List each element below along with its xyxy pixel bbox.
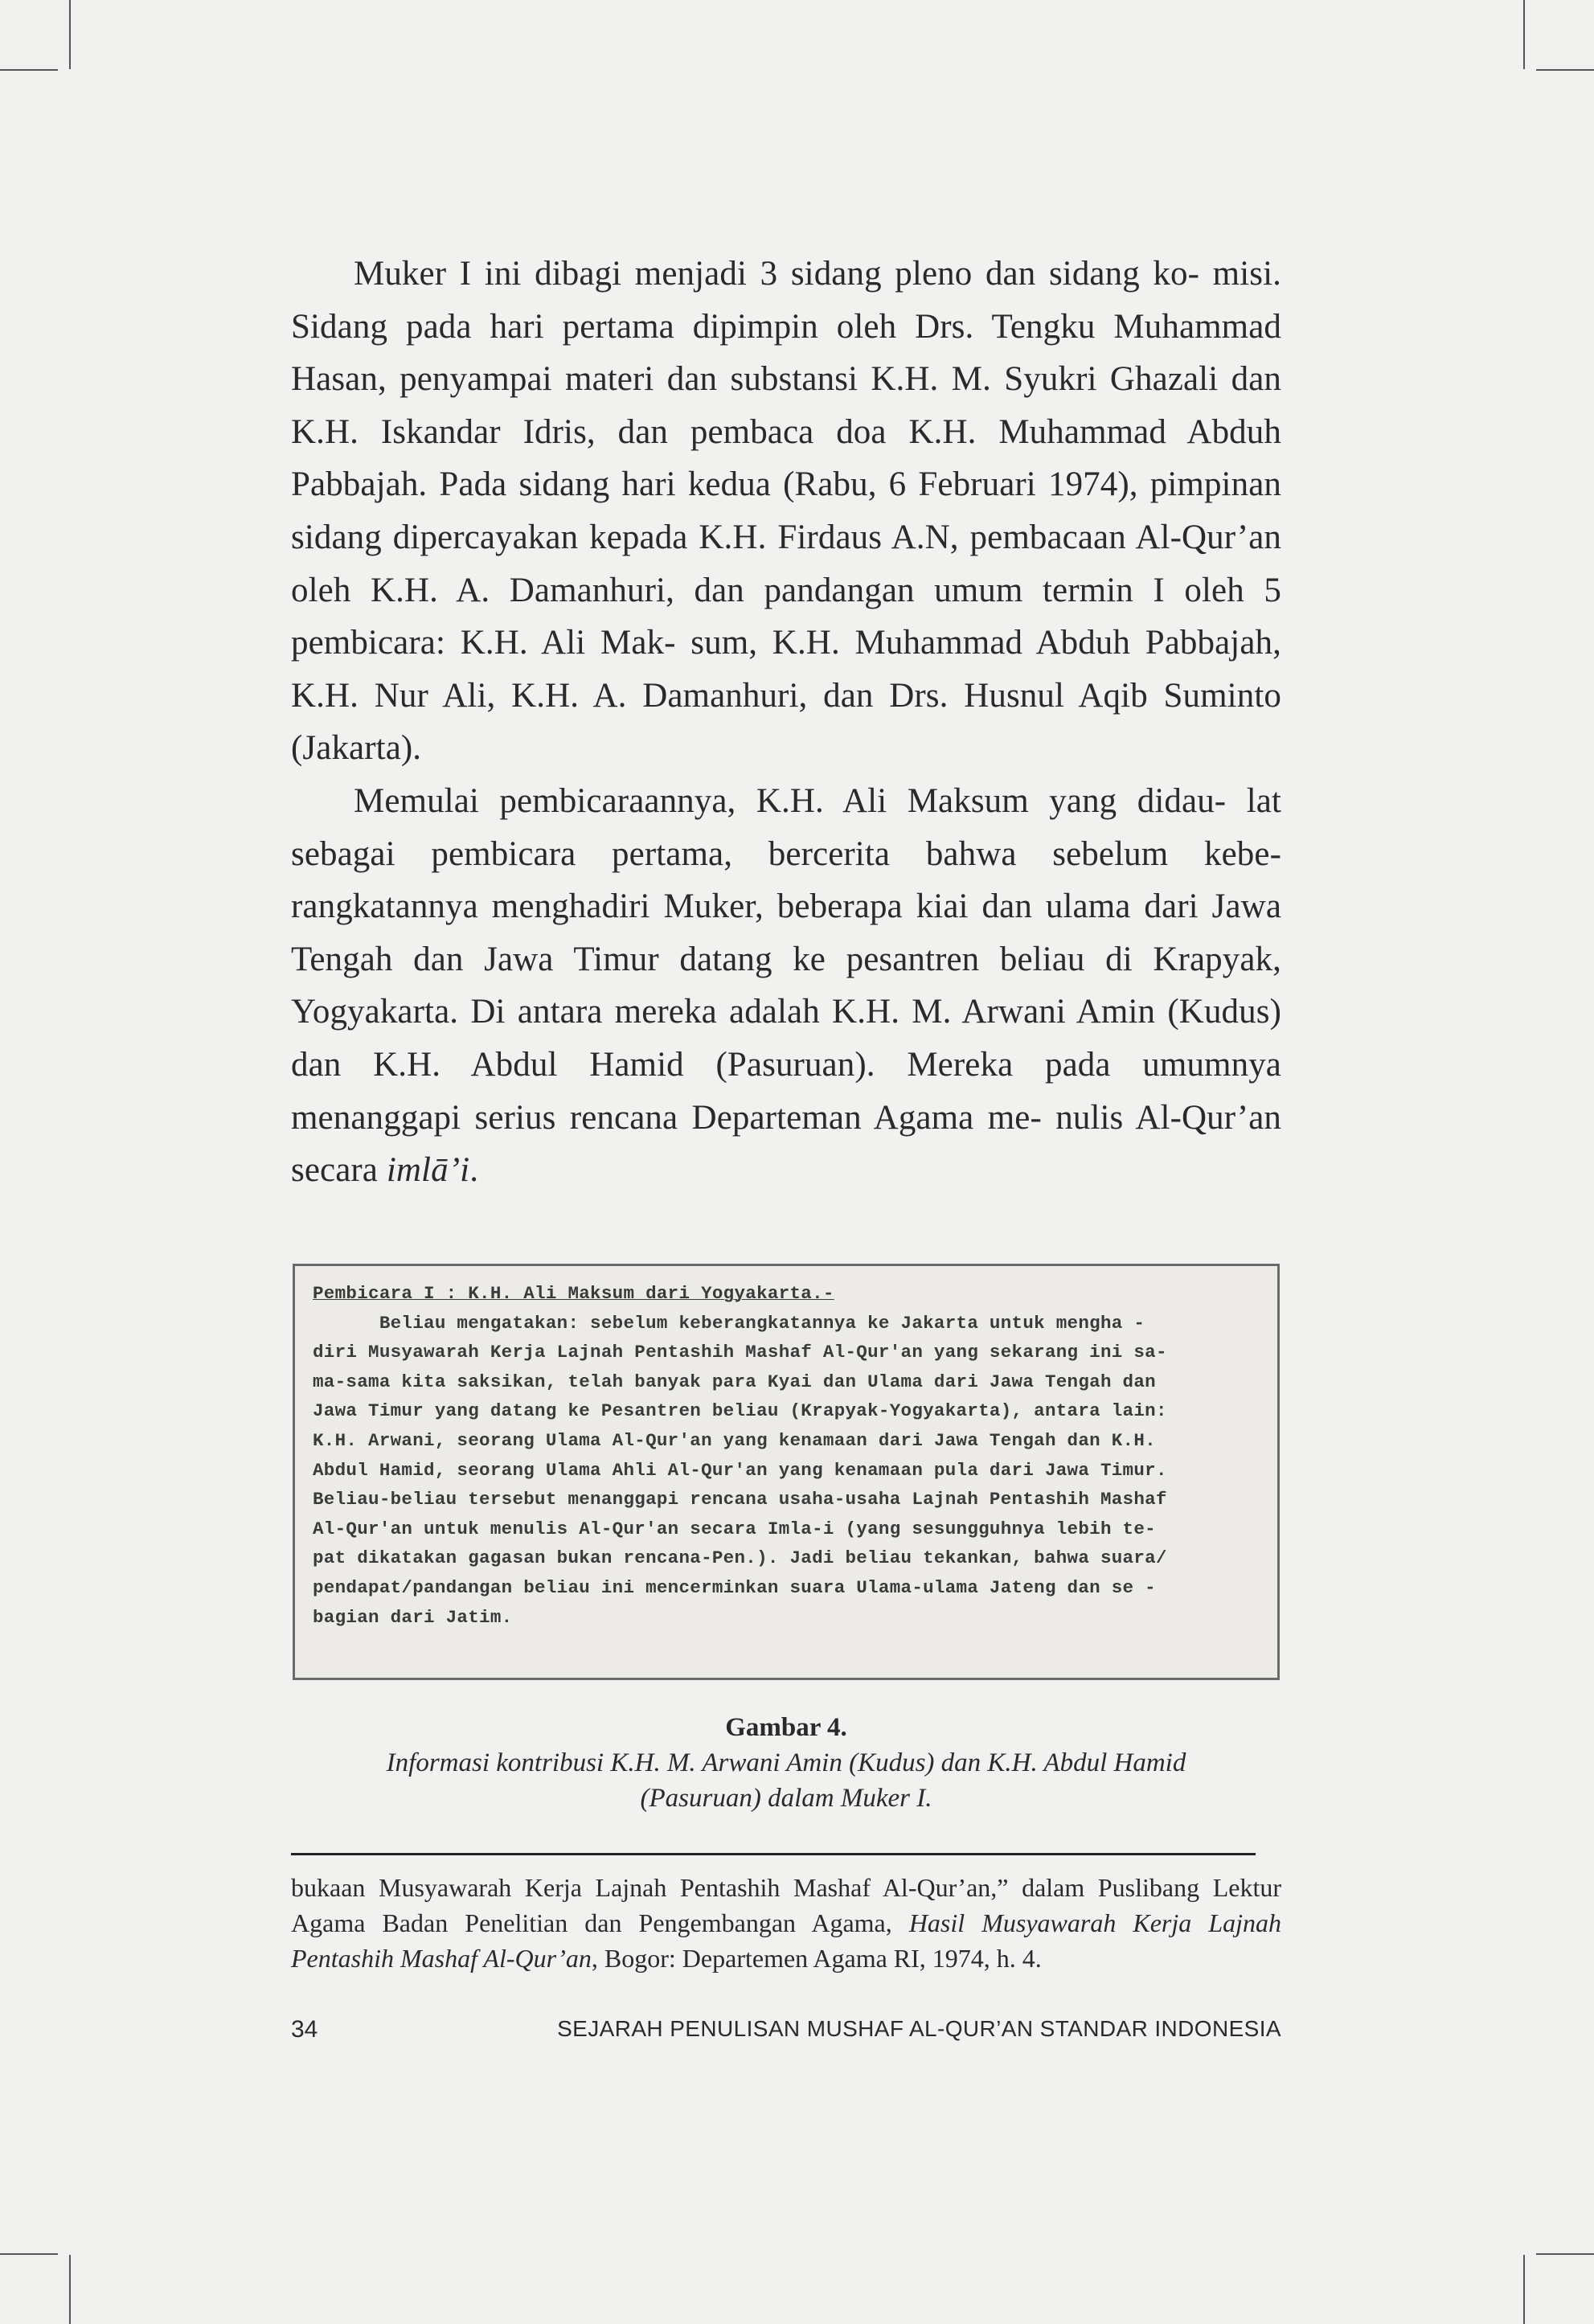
body-text	[291, 248, 1281, 1197]
text-line: misi. Sidang pada hari pertama dipimpin oleh Drs. Tengku	[291, 255, 1281, 346]
text-line: Krapyak, Yogyakarta. Di antara mereka adalah K.H. M. Arwani	[291, 940, 1281, 1031]
scan-line: Beliau-beliau tersebut menanggapi rencana usaha-usaha Lajnah Pentashih Mashaf	[313, 1489, 1167, 1510]
running-head: SEJARAH PENULISAN MUSHAF AL-QUR’AN STANDAR INDONESIA	[557, 2016, 1281, 2041]
crop-mark	[69, 2255, 71, 2324]
page-number: 34	[291, 2016, 318, 2043]
text-line: Muker I ini dibagi menjadi 3 sidang pleno dan sidang ko-	[354, 255, 1200, 293]
text-line: Firdaus A.N, pembacaan Al-Qur’an oleh K.H. A. Damanhuri,	[291, 518, 1281, 609]
text-line: Jawa Tengah dan Jawa Timur datang ke pesantren beliau di	[291, 887, 1281, 978]
crop-mark	[69, 0, 71, 69]
text-line: rangkatannya menghadiri Muker, beberapa kiai dan ulama dari	[291, 887, 1199, 926]
footnote-line: Lektur Agama Badan Penelitian dan Pengembangan Agama,	[291, 1873, 1282, 1937]
crop-mark	[1523, 0, 1525, 69]
footnote-line: bukaan Musyawarah Kerja Lajnah Pentashih Mashaf Al-Qur’an,” dalam Puslibang	[291, 1873, 1200, 1902]
caption-line: (Pasuruan) dalam Muker I.	[640, 1784, 932, 1813]
footnote	[291, 1870, 1281, 1976]
scan-line: diri Musyawarah Kerja Lajnah Pentashih Mashaf Al-Qur'an yang sekarang ini sa-	[313, 1342, 1167, 1363]
footnote-divider	[291, 1853, 1256, 1855]
scan-line: pat dikatakan gagasan bukan rencana-Pen.). Jadi beliau tekankan, bahwa suara/	[313, 1547, 1167, 1569]
text-line: dan pandangan umum termin I oleh 5 pembicara: K.H. Ali Mak-	[291, 571, 1281, 662]
scan-line: Beliau mengatakan: sebelum keberangkatannya ke Jakarta untuk mengha -	[313, 1312, 1145, 1334]
text-line: Amin (Kudus) dan K.H. Abdul Hamid (Pasuruan). Mereka pada	[291, 993, 1281, 1084]
text-line: nulis Al-Qur’an secara	[291, 1098, 1281, 1190]
crop-mark	[1536, 69, 1594, 71]
footnote-line: , Bogor: Departemen Agama RI, 1974, h. 4.	[591, 1944, 1042, 1973]
text-line: lat sebagai pembicara pertama, bercerita bahwa sebelum kebe-	[291, 781, 1281, 873]
text-line: Memulai pembicaraannya, K.H. Ali Maksum yang didau-	[354, 781, 1227, 820]
text-line: umumnya menanggapi serius rencana Departeman Agama me-	[291, 1045, 1281, 1137]
crop-mark	[1536, 2253, 1594, 2255]
scan-line: Abdul Hamid, seorang Ulama Ahli Al-Qur'an yang kenamaan pula dari Jawa Timur.	[313, 1459, 1167, 1481]
scan-line: Al-Qur'an untuk menulis Al-Qur'an secara Imla-i (yang sesungguhnya lebih te-	[313, 1518, 1156, 1539]
crop-mark	[0, 69, 58, 71]
text-line: 6 Februari 1974), pimpinan sidang dipercayakan kepada K.H.	[291, 465, 1281, 556]
text-line: Muhammad Abduh Pabbajah. Pada sidang hari kedua (Rabu,	[291, 412, 1281, 504]
scan-line: Pembicara I : K.H. Ali Maksum dari Yogyakarta.-	[313, 1283, 834, 1304]
scan-line: ma-sama kita saksikan, telah banyak para Kyai dan Ulama dari Jawa Tengah dan	[313, 1371, 1156, 1392]
scan-line: pendapat/pandangan beliau ini mencerminkan suara Ulama-ulama Jateng dan se -	[313, 1576, 1156, 1598]
scanned-document-figure	[293, 1264, 1280, 1680]
paragraph-2	[291, 775, 1281, 1197]
footnote-title: Hasil Musyawarah Kerja	[908, 1908, 1192, 1937]
caption-line: Informasi kontribusi K.H. M. Arwani Amin (Kudus) dan K.H. Abdul Hamid	[386, 1748, 1186, 1777]
crop-mark	[0, 2253, 58, 2255]
figure-caption	[291, 1710, 1281, 1816]
scan-line: Jawa Timur yang datang ke Pesantren beliau (Krapyak-Yogyakarta), antara lain:	[313, 1400, 1167, 1422]
text-line: .	[469, 1151, 479, 1190]
text-line: sum, K.H. Muhammad Abduh Pabbajah, K.H. Nur Ali, K.H. A.	[291, 624, 1281, 715]
text-line: Syukri Ghazali dan K.H. Iskandar Idris, dan pembaca doa K.H.	[291, 360, 1281, 451]
caption-title: Gambar 4.	[725, 1713, 847, 1742]
footnote-title: Lajnah Pentashih Mashaf Al-Qur’an	[291, 1908, 1282, 1973]
paragraph-1	[291, 248, 1281, 775]
italic-term: imlā’i	[386, 1151, 470, 1190]
scan-line: bagian dari Jatim.	[313, 1606, 513, 1628]
text-line: Damanhuri, dan Drs. Husnul Aqib Suminto (Jakarta).	[291, 676, 1281, 768]
scan-line: K.H. Arwani, seorang Ulama Al-Qur'an yang kenamaan dari Jawa Tengah dan K.H.	[313, 1429, 1156, 1451]
text-line: Muhammad Hasan, penyampai materi dan substansi K.H. M.	[291, 307, 1282, 399]
crop-mark	[1523, 2255, 1525, 2324]
